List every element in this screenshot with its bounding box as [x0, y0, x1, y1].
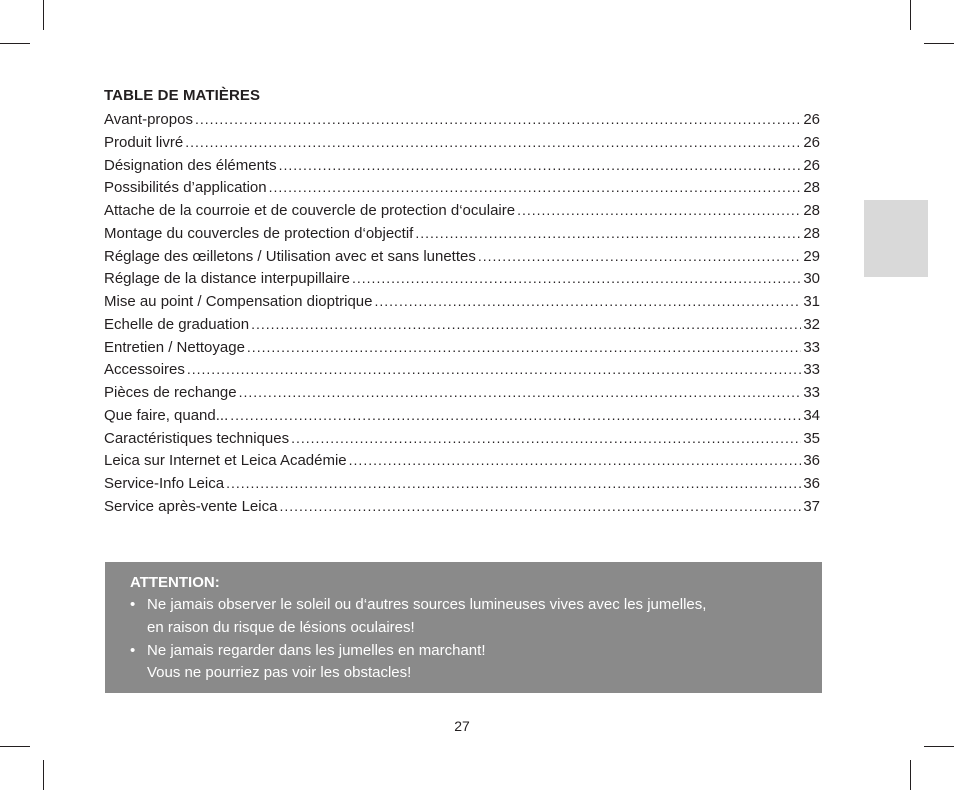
toc-dot-leader	[226, 472, 801, 495]
crop-mark-top-left-horizontal	[0, 43, 30, 44]
toc-entry	[104, 222, 820, 245]
crop-mark-bottom-left-horizontal	[0, 746, 30, 747]
toc-entry-page: 37	[803, 497, 820, 515]
toc-entry-page: 33	[803, 338, 820, 356]
toc-entry-label: Avant-propos	[104, 111, 193, 128]
toc-entry-page: 36	[803, 475, 820, 492]
toc-entry	[104, 427, 820, 450]
toc-entry-page: 35	[803, 429, 820, 447]
toc-entry	[104, 381, 820, 404]
toc-entry	[104, 131, 820, 154]
toc-dot-leader	[247, 336, 801, 359]
toc-entry-page: 26	[803, 133, 820, 151]
toc-dot-leader	[185, 131, 801, 154]
toc-entry-label: Caractéristiques techniques	[104, 429, 290, 447]
section-tab-marker	[864, 200, 928, 277]
toc-entry-label: Service-Info Leica	[104, 475, 225, 492]
toc-entry-page: 30	[803, 270, 820, 288]
toc-entry-label: Produit livré	[104, 133, 184, 151]
toc-entry-label: Service après-vente Leica	[104, 497, 278, 515]
toc-entry	[104, 108, 820, 131]
toc-entry-label: Désignation des éléments	[104, 156, 277, 174]
toc-dot-leader	[517, 199, 801, 222]
toc-dot-leader	[279, 495, 801, 518]
toc-entry-page: 26	[803, 111, 820, 128]
toc-entry-label: Leica sur Internet et Leica Académie	[104, 452, 347, 470]
toc-entry	[104, 358, 820, 381]
toc-entry-page: 34	[803, 406, 820, 424]
toc-entry	[104, 176, 820, 199]
toc-dot-leader	[352, 267, 801, 290]
toc-dot-leader	[239, 381, 802, 404]
toc-dot-leader	[349, 449, 802, 472]
toc-entry	[104, 449, 820, 472]
toc-entry-label: Pièces de rechange	[104, 384, 237, 401]
toc-entry-label: Accessoires	[104, 361, 185, 379]
toc-entry-label: Attache de la courroie et de couvercle de protection d‘oculaire	[104, 202, 516, 219]
toc-entry-page: 36	[803, 452, 820, 470]
toc-entry	[104, 404, 820, 427]
toc-dot-leader	[195, 108, 801, 131]
toc-entry	[104, 313, 820, 336]
toc-entry-label: Réglage de la distance interpupillaire	[104, 270, 350, 288]
attention-item	[130, 594, 802, 640]
toc-dot-leader	[478, 245, 801, 268]
table-of-contents	[104, 85, 820, 518]
toc-entry-page: 28	[803, 179, 820, 197]
attention-item	[130, 640, 802, 686]
page-number: 27	[454, 718, 470, 734]
crop-mark-top-right-horizontal	[924, 43, 954, 44]
attention-list	[130, 594, 802, 685]
toc-entry-page: 32	[803, 315, 820, 333]
toc-entry	[104, 199, 820, 222]
toc-entry	[104, 290, 820, 313]
toc-entry-label: Réglage des œilletons / Utilisation avec et sans lunettes	[104, 247, 476, 265]
toc-list	[104, 108, 820, 518]
toc-entry-label: Possibilités d’application	[104, 179, 267, 197]
toc-entry-page: 26	[803, 156, 820, 174]
toc-entry-page: 28	[803, 224, 820, 242]
crop-mark-bottom-right-vertical	[910, 760, 911, 790]
toc-dot-leader	[291, 427, 801, 450]
toc-entry	[104, 154, 820, 177]
toc-dot-leader	[415, 222, 801, 245]
toc-entry	[104, 245, 820, 268]
toc-dot-leader	[187, 358, 801, 381]
toc-entry-label: Que faire, quand...	[104, 406, 229, 424]
toc-dot-leader	[375, 290, 802, 313]
attention-item-line: Ne jamais regarder dans les jumelles en marchant!	[147, 641, 486, 659]
bullet-icon: •	[130, 641, 136, 659]
toc-dot-leader	[279, 154, 802, 177]
toc-dot-leader	[230, 404, 801, 427]
toc-entry	[104, 472, 820, 495]
toc-entry	[104, 495, 820, 518]
toc-entry-page: 28	[803, 202, 820, 219]
attention-item-text	[147, 594, 802, 640]
toc-entry-label: Echelle de graduation	[104, 315, 250, 333]
toc-title: TABLE DE MATIÈRES	[104, 87, 261, 104]
crop-mark-top-right-vertical	[910, 0, 911, 30]
toc-entry-label: Montage du couvercles de protection d‘objectif	[104, 224, 414, 242]
attention-item-line: en raison du risque de lésions oculaires!	[147, 618, 415, 636]
attention-item-line: Vous ne pourriez pas voir les obstacles!	[147, 664, 412, 682]
bullet-icon: •	[130, 596, 136, 613]
toc-dot-leader	[269, 176, 802, 199]
crop-mark-top-left-vertical	[43, 0, 44, 30]
crop-mark-bottom-right-horizontal	[924, 746, 954, 747]
toc-dot-leader	[251, 313, 801, 336]
toc-entry	[104, 267, 820, 290]
attention-title: ATTENTION:	[130, 574, 220, 591]
crop-mark-bottom-left-vertical	[43, 760, 44, 790]
toc-entry-label: Mise au point / Compensation dioptrique	[104, 293, 373, 310]
attention-box	[105, 562, 822, 693]
toc-entry-label: Entretien / Nettoyage	[104, 338, 245, 356]
toc-entry-page: 33	[803, 361, 820, 379]
attention-item-text	[147, 640, 802, 686]
toc-entry	[104, 336, 820, 359]
attention-item-line: Ne jamais observer le soleil ou d‘autres sources lumineuses vives avec les jumelles,	[147, 596, 707, 613]
toc-entry-page: 33	[803, 384, 820, 401]
toc-entry-page: 29	[803, 247, 820, 265]
toc-entry-page: 31	[803, 293, 820, 310]
